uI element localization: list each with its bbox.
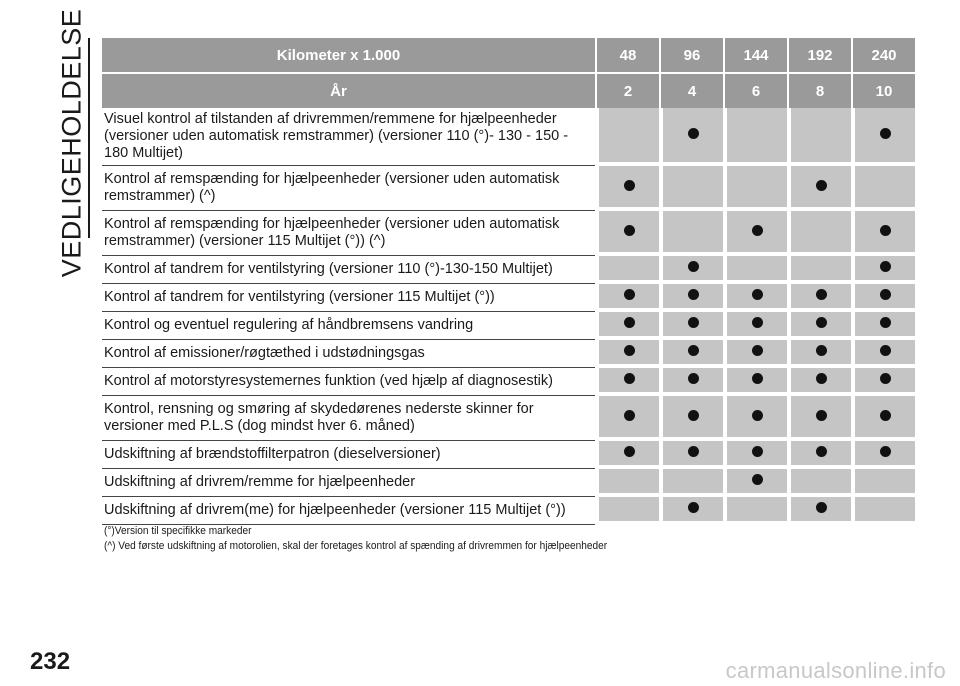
filled-dot-icon (688, 446, 699, 457)
interval-cell (851, 469, 915, 497)
filled-dot-icon (688, 289, 699, 300)
filled-dot-icon (624, 317, 635, 328)
filled-dot-icon (880, 373, 891, 384)
filled-dot-icon (688, 373, 699, 384)
schedule-body (102, 108, 915, 525)
interval-cell (851, 108, 915, 166)
row-description: Udskiftning af drivrem/remme for hjælpeenheder (102, 469, 595, 497)
interval-cell (659, 396, 723, 441)
filled-dot-icon (688, 261, 699, 272)
row-description: Udskiftning af drivrem(me) for hjælpeenheder (versioner 115 Multijet (°)) (102, 497, 595, 525)
filled-dot-icon (816, 317, 827, 328)
header-km-value: 96 (659, 38, 723, 72)
filled-dot-icon (816, 502, 827, 513)
interval-cell (723, 211, 787, 256)
filled-dot-icon (752, 317, 763, 328)
interval-cell (723, 396, 787, 441)
filled-dot-icon (880, 345, 891, 356)
interval-cell (851, 368, 915, 396)
filled-dot-icon (880, 261, 891, 272)
filled-dot-icon (624, 180, 635, 191)
header-km-value: 144 (723, 38, 787, 72)
interval-cell (659, 256, 723, 284)
filled-dot-icon (688, 502, 699, 513)
interval-cell (723, 108, 787, 166)
section-title (52, 8, 92, 278)
interval-cell (723, 256, 787, 284)
row-description: Udskiftning af brændstoffilterpatron (dieselversioner) (102, 441, 595, 469)
interval-cell (787, 469, 851, 497)
page-number: 232 (30, 648, 71, 675)
section-divider (88, 38, 90, 238)
interval-cell (659, 284, 723, 312)
interval-cell (595, 396, 659, 441)
table-row (102, 441, 915, 469)
row-description: Kontrol af tandrem for ventilstyring (versioner 110 (°)-130-150 Multijet) (102, 256, 595, 284)
header-km-value: 192 (787, 38, 851, 72)
header-year-value: 6 (723, 72, 787, 108)
interval-cell (595, 256, 659, 284)
interval-cell (851, 497, 915, 525)
header-year-value: 8 (787, 72, 851, 108)
interval-cell (659, 108, 723, 166)
filled-dot-icon (816, 373, 827, 384)
interval-cell (787, 368, 851, 396)
interval-cell (787, 441, 851, 469)
interval-cell (659, 497, 723, 525)
interval-cell (851, 396, 915, 441)
interval-cell (595, 284, 659, 312)
header-km-label: Kilometer x 1.000 (102, 38, 595, 72)
interval-cell (659, 340, 723, 368)
interval-cell (595, 340, 659, 368)
filled-dot-icon (624, 345, 635, 356)
interval-cell (595, 441, 659, 469)
filled-dot-icon (816, 180, 827, 191)
filled-dot-icon (624, 446, 635, 457)
interval-cell (659, 441, 723, 469)
row-description: Kontrol af emissioner/røgtæthed i udstødningsgas (102, 340, 595, 368)
row-description: Visuel kontrol af tilstanden af drivremmen/remmene for hjælpeenheder (versioner uden automatisk remstrammer) (versioner 110 (°)- 130 - 150 - 180 Multijet) (102, 108, 595, 166)
filled-dot-icon (816, 446, 827, 457)
filled-dot-icon (880, 128, 891, 139)
interval-cell (787, 340, 851, 368)
header-row-km (102, 38, 915, 72)
filled-dot-icon (752, 289, 763, 300)
table-row (102, 497, 915, 525)
maintenance-schedule-table (102, 38, 915, 525)
interval-cell (787, 108, 851, 166)
table-row (102, 256, 915, 284)
interval-cell (723, 284, 787, 312)
filled-dot-icon (880, 289, 891, 300)
interval-cell (851, 256, 915, 284)
interval-cell (723, 497, 787, 525)
filled-dot-icon (880, 410, 891, 421)
interval-cell (595, 469, 659, 497)
interval-cell (659, 312, 723, 340)
table-row (102, 340, 915, 368)
table-row (102, 312, 915, 340)
interval-cell (659, 211, 723, 256)
filled-dot-icon (752, 225, 763, 236)
interval-cell (787, 256, 851, 284)
filled-dot-icon (624, 225, 635, 236)
interval-cell (595, 108, 659, 166)
header-row-year (102, 72, 915, 108)
interval-cell (787, 497, 851, 525)
filled-dot-icon (752, 446, 763, 457)
interval-cell (723, 312, 787, 340)
table-row (102, 469, 915, 497)
interval-cell (659, 469, 723, 497)
filled-dot-icon (624, 373, 635, 384)
section-title-text: VEDLIGEHOLDELSE (56, 8, 87, 278)
filled-dot-icon (752, 474, 763, 485)
interval-cell (723, 469, 787, 497)
interval-cell (787, 284, 851, 312)
filled-dot-icon (880, 225, 891, 236)
row-description: Kontrol af tandrem for ventilstyring (versioner 115 Multijet (°)) (102, 284, 595, 312)
filled-dot-icon (624, 289, 635, 300)
table-row (102, 211, 915, 256)
row-description: Kontrol af motorstyresystemernes funktion (ved hjælp af diagnosestik) (102, 368, 595, 396)
interval-cell (723, 340, 787, 368)
header-year-label: År (102, 72, 595, 108)
interval-cell (787, 211, 851, 256)
interval-cell (787, 396, 851, 441)
watermark: carmanualsonline.info (725, 658, 946, 683)
maintenance-schedule-table-wrapper (102, 38, 902, 525)
interval-cell (723, 441, 787, 469)
interval-cell (851, 312, 915, 340)
filled-dot-icon (688, 128, 699, 139)
header-km-value: 240 (851, 38, 915, 72)
filled-dot-icon (688, 317, 699, 328)
interval-cell (595, 497, 659, 525)
filled-dot-icon (688, 410, 699, 421)
row-description: Kontrol af remspænding for hjælpeenheder (versioner uden automatisk remstrammer) (versioner 115 Multijet (°)) (^) (102, 211, 595, 256)
filled-dot-icon (816, 345, 827, 356)
header-year-value: 4 (659, 72, 723, 108)
interval-cell (595, 166, 659, 211)
header-year-value: 10 (851, 72, 915, 108)
interval-cell (595, 211, 659, 256)
filled-dot-icon (752, 373, 763, 384)
interval-cell (851, 166, 915, 211)
filled-dot-icon (752, 345, 763, 356)
table-row (102, 108, 915, 166)
filled-dot-icon (688, 345, 699, 356)
interval-cell (787, 312, 851, 340)
interval-cell (595, 312, 659, 340)
interval-cell (851, 441, 915, 469)
table-row (102, 166, 915, 211)
interval-cell (723, 368, 787, 396)
row-description: Kontrol og eventuel regulering af håndbremsens vandring (102, 312, 595, 340)
row-description: Kontrol, rensning og smøring af skydedørenes nederste skinner for versioner med P.L.S (dog mindst hver 6. måned) (102, 396, 595, 441)
filled-dot-icon (880, 317, 891, 328)
interval-cell (595, 368, 659, 396)
header-km-value: 48 (595, 38, 659, 72)
footnote: (°)Version til specifikke markeder (104, 525, 252, 537)
table-row (102, 368, 915, 396)
interval-cell (659, 368, 723, 396)
table-row (102, 396, 915, 441)
row-description: Kontrol af remspænding for hjælpeenheder (versioner uden automatisk remstrammer) (^) (102, 166, 595, 211)
filled-dot-icon (816, 410, 827, 421)
header-year-value: 2 (595, 72, 659, 108)
interval-cell (723, 166, 787, 211)
interval-cell (659, 166, 723, 211)
footnotes (104, 524, 607, 554)
interval-cell (851, 340, 915, 368)
interval-cell (851, 211, 915, 256)
footnote: (^) Ved første udskiftning af motorolien, skal der foretages kontrol af spænding af drivremmen for hjælpeenheder (104, 540, 608, 552)
table-row (102, 284, 915, 312)
interval-cell (787, 166, 851, 211)
filled-dot-icon (752, 410, 763, 421)
filled-dot-icon (624, 410, 635, 421)
filled-dot-icon (816, 289, 827, 300)
interval-cell (851, 284, 915, 312)
filled-dot-icon (880, 446, 891, 457)
